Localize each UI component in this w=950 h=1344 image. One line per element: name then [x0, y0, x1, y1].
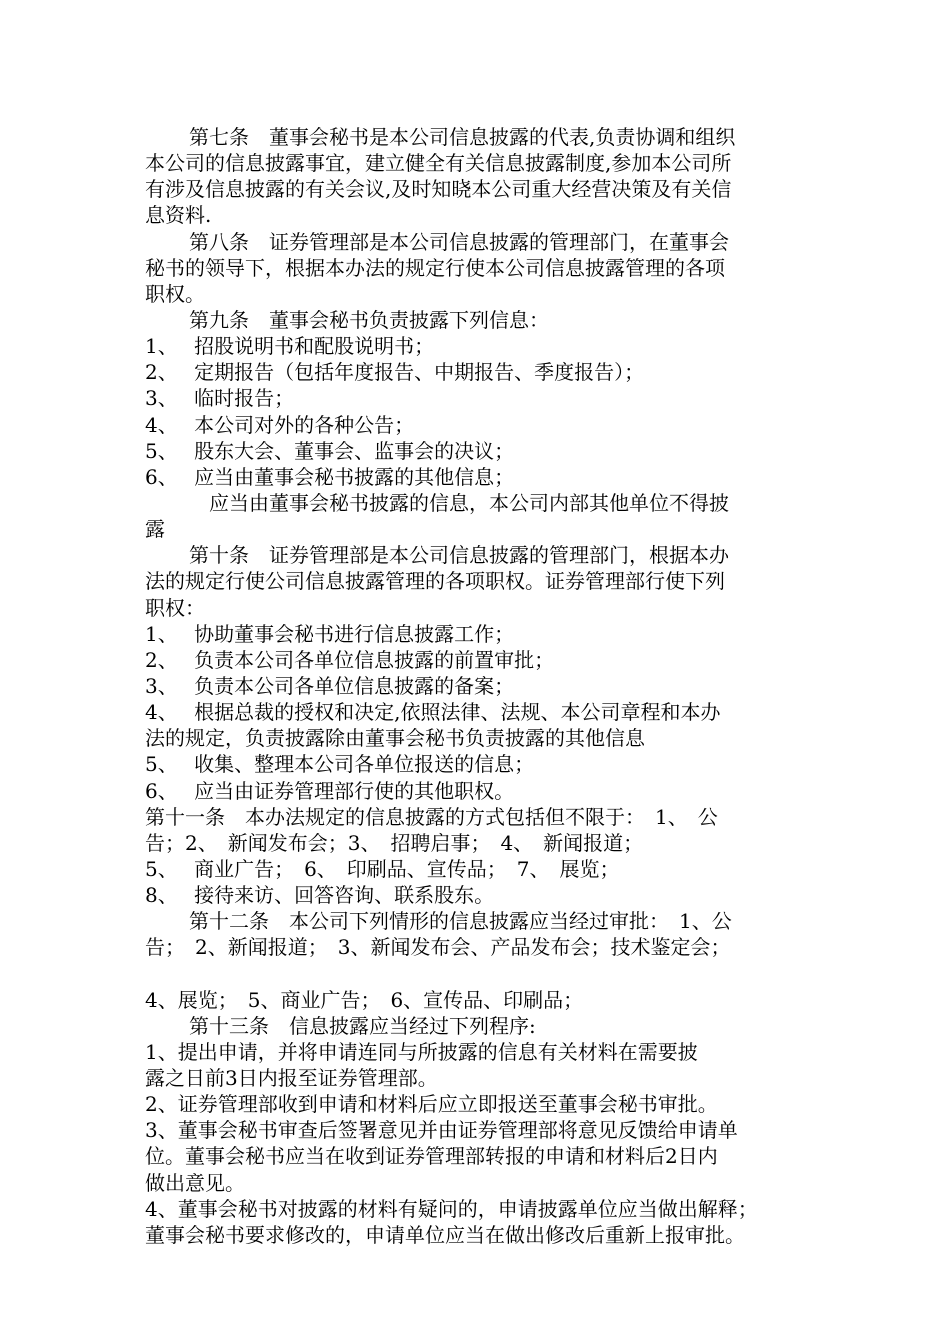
- text-line: 6、 应当由董事会秘书披露的其他信息；: [145, 464, 515, 489]
- text-line: 职权：: [145, 595, 205, 620]
- text-line: 第十一条 本办法规定的信息披露的方式包括但不限于： 1、 公: [145, 804, 718, 829]
- text-line: 8、 接待来访、回答咨询、联系股东。: [145, 883, 495, 908]
- text-line: 第七条 董事会秘书是本公司信息披露的代表,负责协调和组织: [189, 125, 736, 149]
- text-line: 息资料.: [145, 203, 212, 228]
- text-line: 露: [145, 517, 165, 542]
- text-line: 第九条 董事会秘书负责披露下列信息：: [189, 307, 549, 332]
- text-line: 2、证券管理部收到申请和材料后应立即报送至董事会秘书审批。: [145, 1092, 718, 1117]
- text-line: 2、 定期报告（包括年度报告、中期报告、季度报告）；: [145, 360, 645, 385]
- text-line: 1、 协助董事会秘书进行信息披露工作；: [145, 621, 515, 646]
- text-line: [145, 961, 825, 987]
- text-line: 3、 负责本公司各单位信息披露的备案；: [145, 673, 515, 698]
- text-line: 有涉及信息披露的有关会议,及时知晓本公司重大经营决策及有关信: [145, 177, 732, 202]
- text-line: 职权。: [145, 281, 205, 306]
- text-line: 3、董事会秘书审查后签署意见并由证券管理部将意见反馈给申请单: [145, 1118, 738, 1143]
- text-line: 告；2、 新闻发布会；3、 招聘启事； 4、 新闻报道；: [145, 830, 644, 855]
- text-line: 法的规定行使公司信息披露管理的各项职权。证券管理部行使下列: [145, 569, 725, 594]
- text-line: 位。董事会秘书应当在收到证券管理部转报的申请和材料后2日内: [145, 1144, 718, 1169]
- text-line: 5、 商业广告； 6、 印刷品、宣传品； 7、 展览；: [145, 856, 620, 881]
- text-line: 第十三条 信息披露应当经过下列程序:: [189, 1013, 536, 1038]
- document-body: [145, 124, 825, 1248]
- text-line: 4、展览； 5、商业广告； 6、宣传品、印刷品；: [145, 987, 584, 1012]
- text-line: 法的规定，负责披露除由董事会秘书负责披露的其他信息: [145, 726, 645, 751]
- text-line: 6、 应当由证券管理部行使的其他职权。: [145, 778, 515, 803]
- text-line: 做出意见。: [145, 1170, 245, 1195]
- text-line: 第十二条 本公司下列情形的信息披露应当经过审批： 1、公: [189, 909, 732, 934]
- text-line: 4、 本公司对外的各种公告；: [145, 412, 415, 437]
- text-line: 5、 股东大会、董事会、监事会的决议；: [145, 438, 515, 463]
- text-line: 1、提出申请，并将申请连同与所披露的信息有关材料在需要披: [145, 1039, 698, 1064]
- text-line: 告； 2、新闻报道； 3、新闻发布会、产品发布会；技术鉴定会；: [145, 935, 731, 960]
- text-line: 董事会秘书要求修改的，申请单位应当在做出修改后重新上报审批。: [145, 1222, 745, 1247]
- text-line: 5、 收集、整理本公司各单位报送的信息；: [145, 752, 535, 777]
- text-line: 应当由董事会秘书披露的信息，本公司内部其他单位不得披: [209, 490, 729, 515]
- text-line: 2、 负责本公司各单位信息披露的前置审批；: [145, 647, 555, 672]
- text-line: 4、 根据总裁的授权和决定,依照法律、法规、本公司章程和本办: [145, 700, 721, 725]
- text-line: 本公司的信息披露事宜，建立健全有关信息披露制度,参加本公司所: [145, 151, 732, 176]
- text-line: 3、 临时报告；: [145, 386, 295, 411]
- text-line: 第十条 证券管理部是本公司信息披露的管理部门，根据本办: [189, 543, 729, 568]
- text-line: 秘书的领导下，根据本办法的规定行使本公司信息披露管理的各项: [145, 255, 725, 280]
- text-line: 1、 招股说明书和配股说明书；: [145, 334, 435, 359]
- text-line: 4、董事会秘书对披露的材料有疑问的，申请披露单位应当做出解释；: [145, 1196, 758, 1221]
- text-line: 第八条 证券管理部是本公司信息披露的管理部门，在董事会: [189, 229, 729, 254]
- text-line: 露之日前3日内报至证券管理部。: [145, 1066, 438, 1091]
